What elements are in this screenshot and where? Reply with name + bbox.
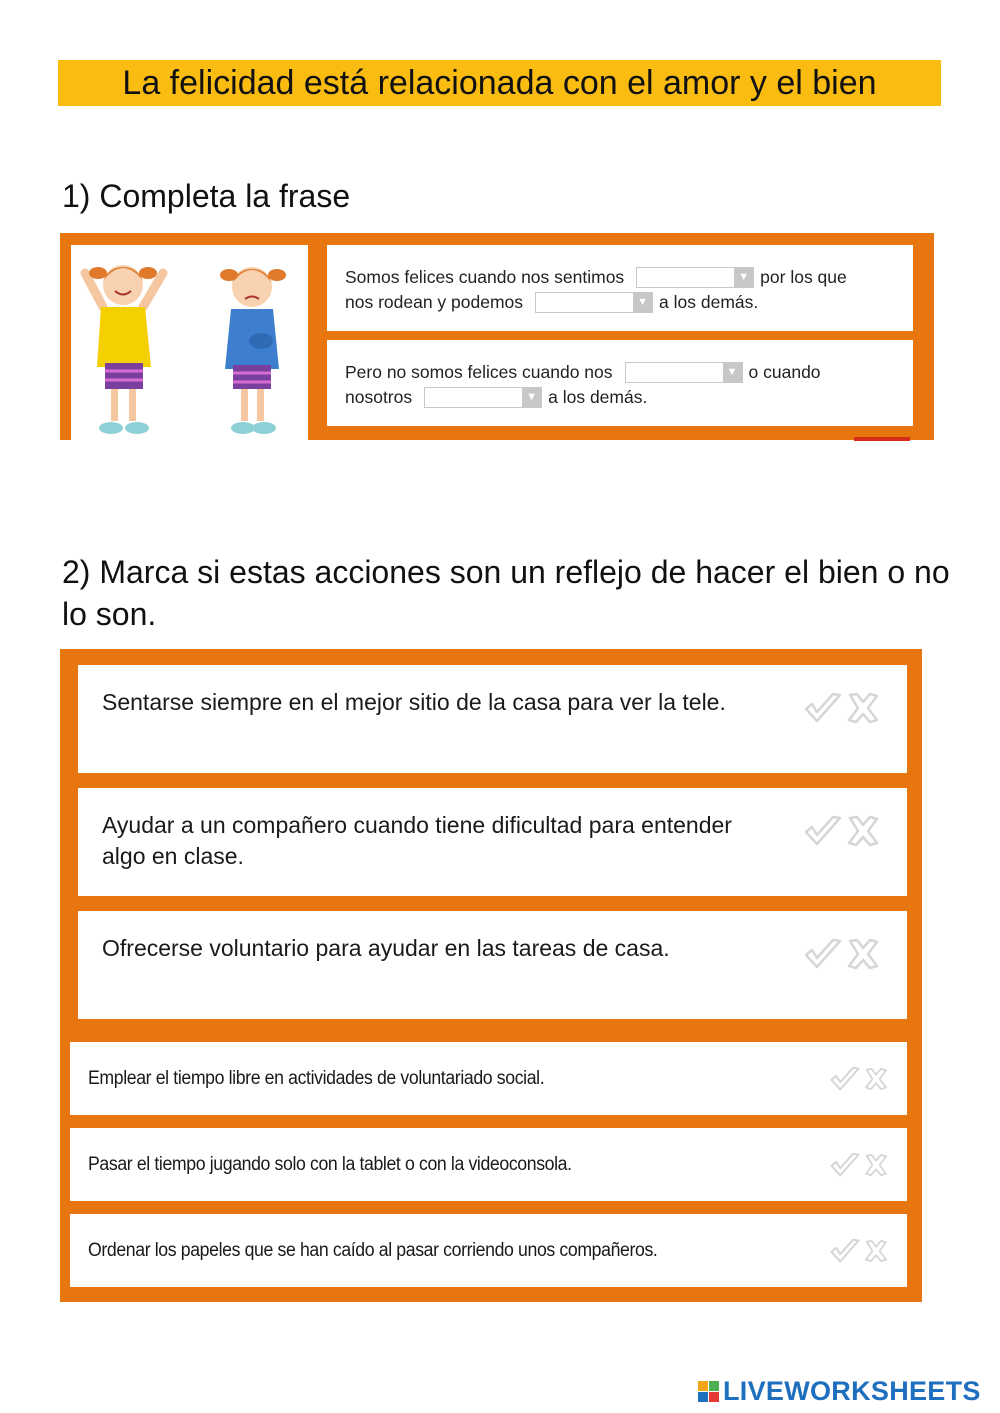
statement-text: Emplear el tiempo libre en actividades de voluntariado social. (88, 1067, 545, 1089)
check-icon[interactable] (803, 937, 843, 971)
statement-text: Ayudar a un compañero cuando tiene dificultad para entender algo en clase. (102, 812, 732, 869)
sentence-box-1 (327, 245, 913, 331)
sentence2-part2: o cuando (748, 362, 821, 382)
cross-icon[interactable] (863, 1236, 889, 1266)
check-cross-toggle[interactable] (803, 691, 881, 725)
cross-icon[interactable] (845, 937, 881, 971)
statement-item-3 (78, 911, 907, 1019)
statement-text: Ordenar los papeles que se han caído al pasar corriendo unos compañeros. (88, 1239, 658, 1261)
sentence1-part1: Somos felices cuando nos sentimos (345, 267, 625, 287)
check-icon[interactable] (829, 1150, 861, 1180)
illustration-panel (71, 245, 308, 440)
statement-text: Sentarse siempre en el mejor sitio de la casa para ver la tele. (102, 689, 726, 715)
liveworksheets-logo (698, 1376, 981, 1407)
girls-illustration (71, 245, 308, 440)
check-cross-toggle[interactable] (829, 1150, 889, 1180)
cross-icon[interactable] (863, 1064, 889, 1094)
check-icon[interactable] (803, 691, 843, 725)
sad-girl-figure (220, 267, 286, 434)
worksheet-title-bar (58, 60, 941, 106)
check-icon[interactable] (803, 814, 843, 848)
sentence1-part4: a los demás. (659, 292, 759, 312)
logo-icon (698, 1381, 719, 1402)
statement-item-2 (78, 788, 907, 896)
statement-item-5 (70, 1128, 907, 1201)
happy-girl-figure (85, 265, 163, 434)
sentence2-part3: nosotros (345, 387, 413, 407)
check-icon[interactable] (829, 1236, 861, 1266)
statement-text: Pasar el tiempo jugando solo con la tablet o con la videoconsola. (88, 1153, 572, 1175)
cross-icon[interactable] (863, 1150, 889, 1180)
blank-dropdown-1[interactable] (636, 267, 754, 288)
section2-heading: 2) Marca si estas acciones son un reflejo de hacer el bien o no lo son. (62, 554, 950, 632)
chevron-down-icon: ▼ (734, 268, 753, 287)
sentence-box-2 (327, 340, 913, 426)
worksheet-title: La felicidad está relacionada con el amor y el bien (122, 63, 877, 102)
sentence2-part4: a los demás. (548, 387, 648, 407)
check-cross-toggle[interactable] (803, 814, 881, 848)
chevron-down-icon: ▼ (633, 293, 652, 312)
chevron-down-icon: ▼ (723, 363, 742, 382)
cross-icon[interactable] (845, 691, 881, 725)
chevron-down-icon: ▼ (522, 388, 541, 407)
blank-dropdown-2[interactable] (535, 292, 653, 313)
statement-text: Ofrecerse voluntario para ayudar en las tareas de casa. (102, 935, 670, 961)
blank-dropdown-4[interactable] (424, 387, 542, 408)
statement-item-6 (70, 1214, 907, 1287)
logo-text: LIVEWORKSHEETS (723, 1376, 981, 1406)
red-tab-accent (854, 437, 910, 441)
check-cross-toggle[interactable] (829, 1064, 889, 1094)
sentence1-part2: por los que (760, 267, 847, 287)
blank-dropdown-3[interactable] (625, 362, 743, 383)
statement-item-1 (78, 665, 907, 773)
check-icon[interactable] (829, 1064, 861, 1094)
check-cross-toggle[interactable] (803, 937, 881, 971)
sentence2-part1: Pero no somos felices cuando nos (345, 362, 613, 382)
cross-icon[interactable] (845, 814, 881, 848)
section1-heading: 1) Completa la frase (62, 178, 351, 214)
sentence1-part3: nos rodean y podemos (345, 292, 524, 312)
check-cross-toggle[interactable] (829, 1236, 889, 1266)
statement-item-4 (70, 1042, 907, 1115)
